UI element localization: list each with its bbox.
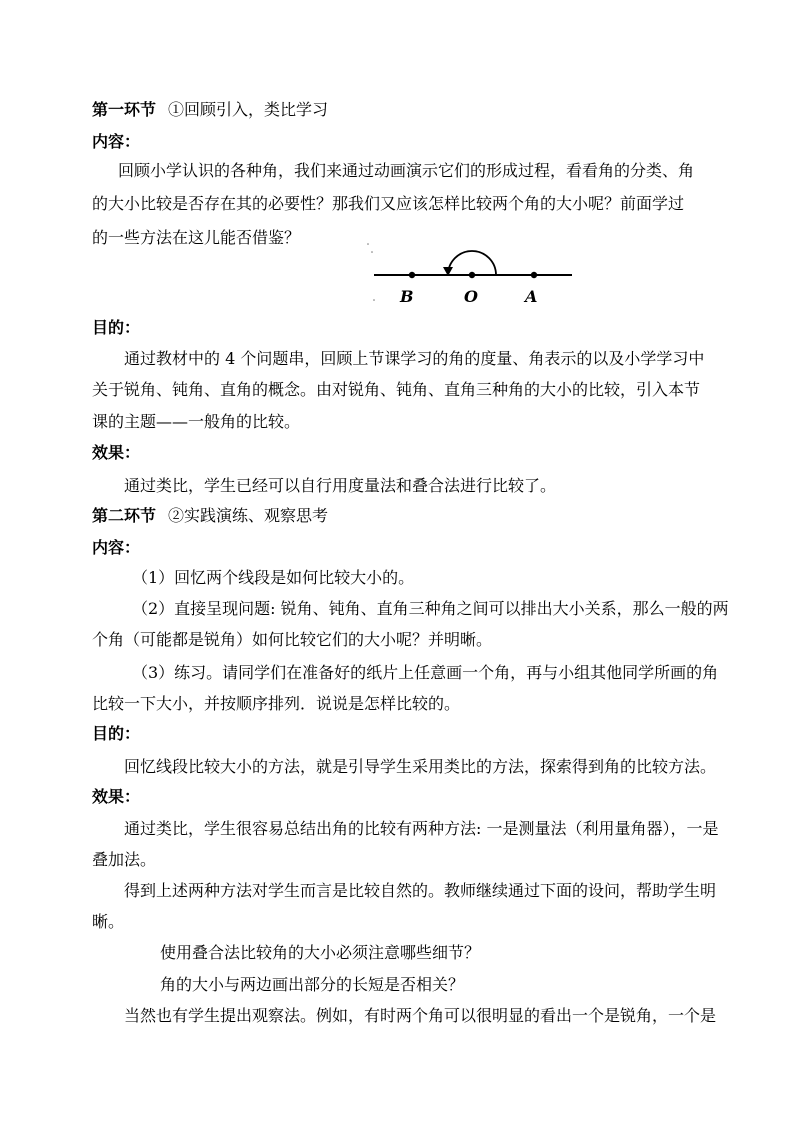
angle-figure <box>360 234 580 310</box>
section1-title: 第一环节 <box>92 100 157 119</box>
point-a <box>531 272 537 278</box>
point-b <box>409 272 415 278</box>
section1-purpose-heading: 目的： <box>92 318 141 337</box>
section2-effect-line: 角的大小与两边画出部分的长短是否相关？ <box>160 975 465 994</box>
section1-purpose-line: 课的主题——一般角的比较。 <box>92 412 301 431</box>
section2-content-heading: 内容： <box>92 538 141 557</box>
rotation-arc <box>448 251 496 275</box>
section2-purpose-line: 回忆线段比较大小的方法，就是引导学生采用类比的方法，探索得到角的比较方法。 <box>124 757 717 776</box>
section1-subtitle: ①回顾引入，类比学习 <box>168 100 329 119</box>
section2-effect-line: 当然也有学生提出观察法。例如，有时两个角可以很明显的看出一个是锐角，一个是 <box>124 1006 717 1025</box>
section1-purpose-line: 关于锐角、钝角、直角的概念。由对锐角、钝角、直角三种角的大小的比较，引入本节 <box>92 380 701 399</box>
label-o: O <box>464 287 478 306</box>
section2-effect-line: 得到上述两种方法对学生而言是比较自然的。教师继续通过下面的设问，帮助学生明 <box>124 881 717 900</box>
section2-content-line: 个角（可能都是锐角）如何比较它们的大小呢？并明晰。 <box>92 630 493 649</box>
section2-effect-line: 叠加法。 <box>92 850 157 869</box>
section1-content-line: 回顾小学认识的各种角，我们来通过动画演示它们的形成过程，看看角的分类、角 <box>118 161 695 180</box>
section1-effect-heading: 效果： <box>92 443 141 462</box>
scan-dot <box>367 243 369 245</box>
section1-purpose-line: 通过教材中的 4 个问题串，回顾上节课学习的角的度量、角表示的以及小学学习中 <box>124 349 705 368</box>
section1-content-heading: 内容： <box>92 132 141 151</box>
section2-content-line: （3）练习。请同学们在准备好的纸片上任意画一个角，再与小组其他同学所画的角 <box>132 663 719 682</box>
section2-content-line: （1）回忆两个线段是如何比较大小的。 <box>132 568 415 587</box>
section1-heading <box>92 100 328 120</box>
section2-content-line: 比较一下大小，并按顺序排列．说说是怎样比较的。 <box>92 694 461 713</box>
point-o <box>469 272 475 278</box>
scan-dot <box>373 299 375 301</box>
label-b: B <box>400 287 414 306</box>
section2-effect-line: 使用叠合法比较角的大小必须注意哪些细节？ <box>160 943 481 962</box>
section1-content-line: 的大小比较是否存在其的必要性？那我们又应该怎样比较两个角的大小呢？前面学过 <box>92 194 685 213</box>
straight-angle-diagram <box>360 234 580 310</box>
label-a: A <box>525 287 538 306</box>
section2-effect-line: 通过类比，学生很容易总结出角的比较有两种方法: 一是测量法（利用量角器），一是 <box>124 819 719 838</box>
section2-subtitle: ②实践演练、观察思考 <box>168 506 329 525</box>
section2-effect-line: 晰。 <box>92 912 125 931</box>
section2-content-line: （2）直接呈现问题: 锐角、钝角、直角三种角之间可以排出大小关系，那么一般的两 <box>132 599 729 618</box>
section2-heading <box>92 506 328 526</box>
section2-title: 第二环节 <box>92 506 157 525</box>
section1-effect-line: 通过类比，学生已经可以自行用度量法和叠合法进行比较了。 <box>124 476 557 495</box>
section1-content-line: 的一些方法在这儿能否借鉴？ <box>92 228 301 247</box>
section2-effect-heading: 效果： <box>92 787 141 806</box>
scan-dot <box>371 251 373 253</box>
section2-purpose-heading: 目的： <box>92 724 141 743</box>
